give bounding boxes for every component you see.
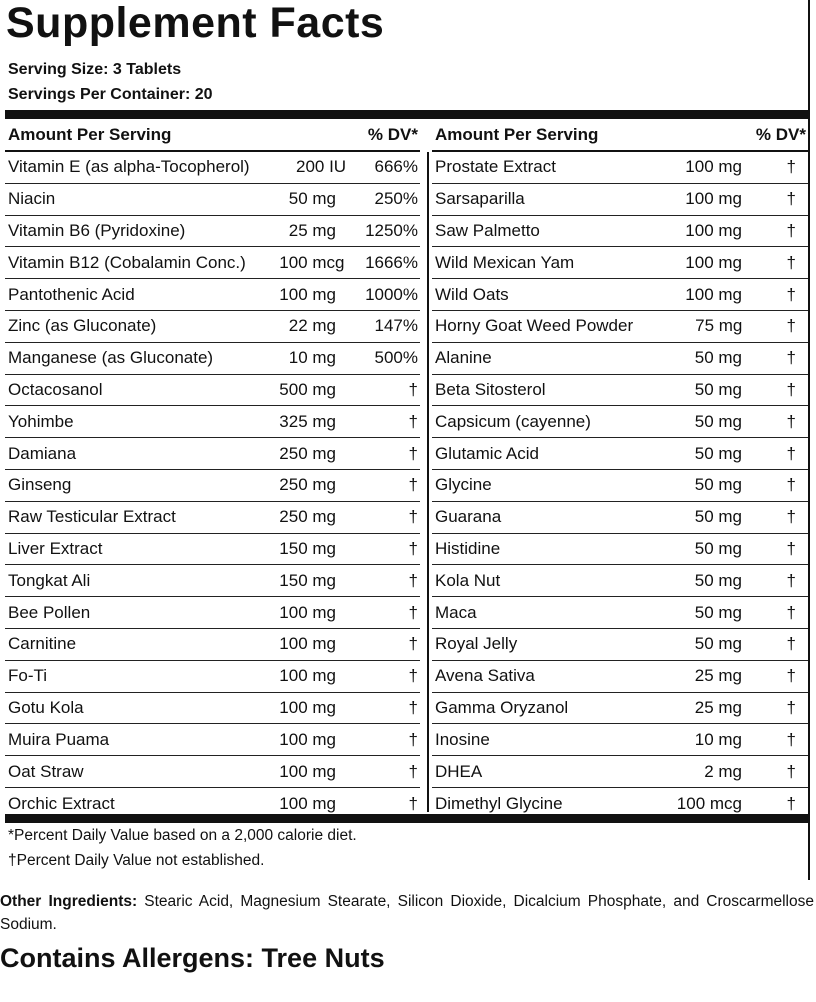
ingredient-name: Sarsaparilla	[435, 189, 525, 209]
ingredient-dv: †	[786, 729, 796, 749]
ingredient-name: Capsicum (cayenne)	[435, 411, 591, 431]
dagger-footnote: †Percent Daily Value not established.	[8, 852, 265, 869]
ingredient-name: Beta Sitosterol	[435, 379, 546, 399]
other-ingredients-text: Stearic Acid, Magnesium Stearate, Silicon Dioxide, Dicalcium Phosphate, and Croscarmellose Sodium.	[0, 893, 814, 933]
ingredient-name: Guarana	[435, 507, 502, 527]
ingredient-name: Kola Nut	[435, 570, 501, 590]
ingredient-row	[432, 629, 808, 661]
ingredient-amount: 50 mg	[694, 634, 742, 654]
ingredient-name: Prostate Extract	[435, 157, 556, 177]
ingredient-name: Zinc (as Gluconate)	[8, 316, 157, 336]
ingredient-dv: †	[408, 411, 418, 431]
ingredient-dv: †	[786, 316, 796, 336]
ingredient-amount: 10 mg	[694, 729, 742, 749]
ingredient-name: Manganese (as Gluconate)	[8, 348, 214, 368]
ingredient-amount: 22 mg	[288, 316, 336, 336]
ingredient-dv: †	[786, 793, 796, 813]
other-ingredients	[0, 890, 816, 936]
ingredient-name: Fo-Ti	[8, 666, 48, 686]
ingredient-amount: 100 mg	[279, 729, 336, 749]
ingredient-row	[5, 152, 420, 184]
ingredient-name: Oat Straw	[8, 761, 84, 781]
ingredient-amount: 100 mg	[685, 284, 742, 304]
ingredient-row	[5, 406, 420, 438]
ingredient-amount: 25 mg	[694, 697, 742, 717]
ingredient-amount: 25 mg	[288, 220, 336, 240]
ingredient-row	[5, 756, 420, 788]
ingredient-row	[432, 438, 808, 470]
ingredient-dv: 147%	[374, 316, 418, 336]
panel-title: Supplement Facts	[6, 0, 385, 47]
ingredient-amount: 10 mg	[288, 348, 336, 368]
ingredient-name: Ginseng	[8, 475, 72, 495]
ingredient-dv: †	[786, 411, 796, 431]
ingredient-dv: †	[408, 761, 418, 781]
ingredient-name: Gotu Kola	[8, 697, 84, 717]
ingredient-row	[5, 279, 420, 311]
ingredient-name: Horny Goat Weed Powder	[435, 316, 634, 336]
ingredient-dv: †	[408, 666, 418, 686]
ingredient-row	[432, 247, 808, 279]
ingredient-row	[5, 311, 420, 343]
ingredient-dv: †	[408, 793, 418, 813]
ingredient-row	[432, 534, 808, 566]
ingredient-dv: †	[408, 602, 418, 622]
ingredient-amount: 250 mg	[279, 443, 336, 463]
ingredient-dv: 1666%	[365, 252, 418, 272]
ingredient-name: Glutamic Acid	[435, 443, 539, 463]
ingredient-name: Muira Puama	[8, 729, 110, 749]
ingredient-row	[432, 565, 808, 597]
other-ingredients-label: Other Ingredients:	[0, 893, 138, 910]
daily-value-footnote: *Percent Daily Value based on a 2,000 calorie diet.	[8, 827, 357, 844]
ingredient-name: DHEA	[435, 761, 483, 781]
ingredient-name: Bee Pollen	[8, 602, 91, 622]
ingredient-name: Vitamin B6 (Pyridoxine)	[8, 220, 186, 240]
ingredient-amount: 50 mg	[694, 379, 742, 399]
ingredient-dv: †	[408, 570, 418, 590]
ingredient-amount: 250 mg	[279, 475, 336, 495]
ingredient-name: Saw Palmetto	[435, 220, 540, 240]
ingredient-name: Liver Extract	[8, 538, 103, 558]
ingredient-name: Maca	[435, 602, 477, 622]
ingredient-amount: 150 mg	[279, 538, 336, 558]
ingredient-row	[432, 279, 808, 311]
ingredient-amount: 250 mg	[279, 507, 336, 527]
ingredient-row	[432, 502, 808, 534]
ingredient-amount: 100 mg	[685, 252, 742, 272]
ingredient-name: Orchic Extract	[8, 793, 115, 813]
ingredient-row	[5, 375, 420, 407]
dv-heading: % DV*	[755, 125, 806, 144]
ingredient-amount: 50 mg	[694, 602, 742, 622]
ingredient-row	[5, 597, 420, 629]
column-divider	[427, 152, 429, 812]
ingredient-row	[5, 247, 420, 279]
ingredient-amount: 100 mg	[279, 634, 336, 654]
ingredient-amount: 100 mg	[279, 793, 336, 813]
ingredient-dv: 666%	[374, 157, 418, 177]
ingredient-dv: †	[786, 507, 796, 527]
ingredient-name: Inosine	[435, 729, 490, 749]
ingredient-amount: 325 mg	[279, 411, 336, 431]
ingredient-dv: †	[408, 634, 418, 654]
ingredient-name: Gamma Oryzanol	[435, 697, 569, 717]
ingredient-row	[432, 184, 808, 216]
ingredient-dv: †	[786, 379, 796, 399]
ingredient-dv: †	[408, 507, 418, 527]
ingredient-row	[5, 724, 420, 756]
ingredient-dv: †	[408, 475, 418, 495]
ingredient-row	[432, 597, 808, 629]
left-column	[5, 120, 420, 820]
ingredient-amount: 100 mg	[279, 284, 336, 304]
ingredient-dv: †	[408, 379, 418, 399]
amount-per-serving-heading: Amount Per Serving	[435, 125, 599, 144]
ingredient-row	[5, 343, 420, 375]
ingredient-dv: †	[786, 348, 796, 368]
ingredient-amount: 50 mg	[694, 538, 742, 558]
ingredient-amount: 2 mg	[704, 761, 742, 781]
ingredient-row	[5, 438, 420, 470]
ingredient-dv: †	[786, 761, 796, 781]
ingredient-amount: 50 mg	[694, 507, 742, 527]
ingredient-amount: 100 mg	[279, 666, 336, 686]
ingredient-dv: 1250%	[365, 220, 418, 240]
ingredient-name: Histidine	[435, 538, 501, 558]
ingredient-row	[5, 470, 420, 502]
ingredient-amount: 150 mg	[279, 570, 336, 590]
ingredient-dv: †	[786, 252, 796, 272]
ingredient-name: Dimethyl Glycine	[435, 793, 563, 813]
ingredient-dv: †	[408, 697, 418, 717]
ingredient-row	[432, 375, 808, 407]
ingredient-row	[5, 565, 420, 597]
ingredient-amount: 100 mg	[279, 602, 336, 622]
ingredient-name: Carnitine	[8, 634, 77, 654]
serving-size: Serving Size: 3 Tablets	[8, 61, 182, 78]
ingredient-amount: 100 mg	[685, 189, 742, 209]
ingredient-row	[5, 661, 420, 693]
ingredient-row	[432, 406, 808, 438]
ingredient-amount: 50 mg	[694, 570, 742, 590]
ingredient-row	[432, 152, 808, 184]
ingredient-amount: 50 mg	[288, 189, 336, 209]
ingredient-dv: †	[408, 729, 418, 749]
ingredient-name: Vitamin E (as alpha-Tocopherol)	[8, 157, 250, 177]
ingredient-dv: 500%	[374, 348, 418, 368]
ingredient-row	[432, 216, 808, 248]
bottom-divider-bar	[5, 814, 808, 823]
ingredient-row	[432, 693, 808, 725]
right-column-header	[432, 120, 808, 152]
allergen-statement: Contains Allergens: Tree Nuts	[0, 943, 385, 973]
servings-per-container: Servings Per Container: 20	[8, 86, 213, 103]
ingredient-amount: 100 mg	[279, 697, 336, 717]
ingredient-dv: †	[786, 666, 796, 686]
ingredient-dv: †	[786, 634, 796, 654]
ingredient-row	[5, 629, 420, 661]
ingredient-dv: †	[786, 157, 796, 177]
ingredient-amount: 25 mg	[694, 666, 742, 686]
ingredient-dv: 250%	[374, 189, 418, 209]
top-divider-bar	[5, 110, 808, 119]
ingredient-dv: 1000%	[365, 284, 418, 304]
ingredient-name: Avena Sativa	[435, 666, 535, 686]
ingredient-dv: †	[786, 189, 796, 209]
ingredient-name: Alanine	[435, 348, 492, 368]
ingredient-amount: 100 mcg	[676, 793, 742, 813]
ingredient-name: Royal Jelly	[435, 634, 518, 654]
ingredient-amount: 50 mg	[694, 348, 742, 368]
ingredient-row	[432, 724, 808, 756]
ingredient-row	[432, 311, 808, 343]
amount-per-serving-heading: Amount Per Serving	[8, 125, 172, 144]
ingredient-amount: 100 mg	[279, 761, 336, 781]
ingredient-row	[5, 502, 420, 534]
dv-heading: % DV*	[367, 125, 418, 144]
ingredient-dv: †	[786, 570, 796, 590]
left-column-header	[5, 120, 420, 152]
ingredient-amount: 75 mg	[695, 316, 743, 336]
ingredient-name: Glycine	[435, 475, 492, 495]
ingredient-amount: 500 mg	[279, 379, 336, 399]
ingredient-row	[5, 534, 420, 566]
ingredient-amount: 50 mg	[694, 411, 742, 431]
ingredient-name: Wild Mexican Yam	[435, 252, 575, 272]
ingredient-name: Pantothenic Acid	[8, 284, 135, 304]
ingredient-dv: †	[786, 602, 796, 622]
ingredient-dv: †	[408, 538, 418, 558]
ingredient-dv: †	[786, 284, 796, 304]
ingredient-amount: 100 mg	[685, 157, 742, 177]
ingredient-dv: †	[786, 220, 796, 240]
ingredient-row	[432, 661, 808, 693]
ingredient-name: Niacin	[8, 189, 56, 209]
ingredient-name: Vitamin B12 (Cobalamin Conc.)	[8, 252, 246, 272]
ingredient-dv: †	[786, 697, 796, 717]
ingredient-row	[432, 343, 808, 375]
right-ingredient-list	[432, 152, 808, 820]
ingredient-dv: †	[786, 538, 796, 558]
right-column	[432, 120, 808, 820]
ingredient-amount: 200 IU	[295, 157, 347, 177]
ingredient-name: Damiana	[8, 443, 77, 463]
ingredient-name: Yohimbe	[8, 411, 74, 431]
ingredient-amount: 50 mg	[694, 475, 742, 495]
ingredient-dv: †	[786, 475, 796, 495]
ingredient-amount: 50 mg	[694, 443, 742, 463]
ingredient-name: Wild Oats	[435, 284, 509, 304]
ingredient-row	[5, 216, 420, 248]
ingredient-name: Raw Testicular Extract	[8, 507, 176, 527]
ingredient-dv: †	[408, 443, 418, 463]
ingredient-row	[432, 470, 808, 502]
ingredient-amount: 100 mcg	[279, 252, 345, 272]
ingredient-name: Tongkat Ali	[8, 570, 91, 590]
ingredient-row	[5, 693, 420, 725]
ingredient-name: Octacosanol	[8, 379, 103, 399]
ingredient-dv: †	[786, 443, 796, 463]
ingredient-row	[5, 184, 420, 216]
left-ingredient-list	[5, 152, 420, 820]
ingredient-row	[432, 756, 808, 788]
ingredient-amount: 100 mg	[685, 220, 742, 240]
